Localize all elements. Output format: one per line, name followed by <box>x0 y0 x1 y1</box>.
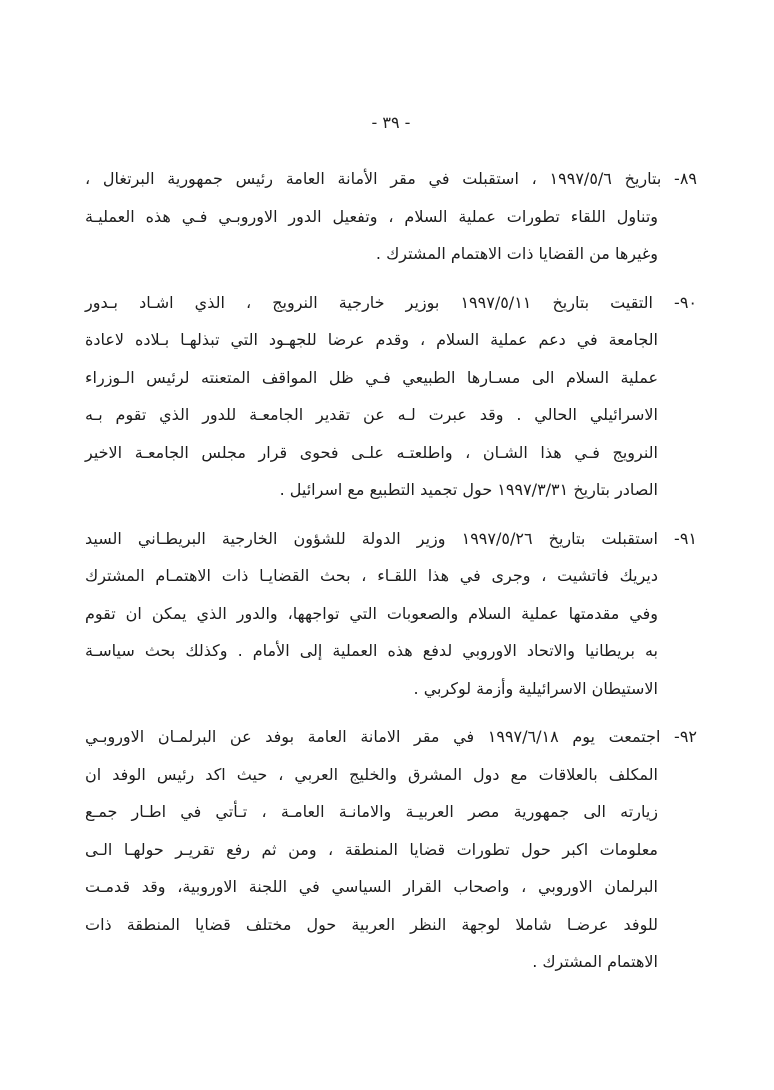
paragraph <box>85 284 697 509</box>
document-body <box>85 160 697 981</box>
text-line: ٨٩- بتاريخ ١٩٩٧/٥/٦ ، استقبلت في مقر الأمانة العامة رئيس جمهورية البرتغال ، <box>85 169 697 188</box>
text-line: وتناول اللقاء تطورات عملية السلام ، وتفعيل الدور الاوروبـي فـي هذه العمليـة <box>85 206 658 226</box>
paragraph <box>85 520 697 708</box>
text-line: معلومات اكبر حول تطورات قضايا المنطقة ، ومن ثم رفع تقريـر حولهـا الـى <box>85 839 658 859</box>
text-line: الاستيطان الاسرائيلية وأزمة لوكربي . <box>413 678 658 698</box>
text-line: البرلمان الاوروبي ، واصحاب القرار السياسي في اللجنة الاوروبية، وقد قدمـت <box>85 877 658 896</box>
text-line: زيارته الى جمهورية مصر العربيـة والامانـة العامـة ، تـأتي في اطـار جمـع <box>85 802 658 821</box>
text-line: ديريك فاتشيت ، وجرى في هذا اللقـاء ، بحث القضايـا ذات الاهتمـام المشترك <box>85 566 658 585</box>
text-line: عملية السلام الى مسـارها الطبيعي فـي ظل المواقف المتعنته لرئيس الـوزراء <box>85 367 658 387</box>
paragraph <box>85 718 697 981</box>
text-line: النرويج فـي هذا الشـان ، واطلعتـه علـى فحوى قرار مجلس الجامعـة الاخير <box>85 442 658 462</box>
text-line: وفي مقدمتها عملية السلام والصعوبات التي تواجهها، والدور الذي يمكن ان تقوم <box>85 603 658 623</box>
text-line: به بريطانيا والاتحاد الاوروبي لدفع هذه العملية إلى الأمام . وكذلك بحث سياسـة <box>85 641 658 660</box>
text-line: المكلف بالعلاقات مع دول المشرق والخليج العربي ، حيث اكد رئيس الوفد ان <box>85 764 658 784</box>
page-number: - ٣٩ - <box>371 113 411 132</box>
text-line: الصادر بتاريخ ١٩٩٧/٣/٣١ حول تجميد التطبيع مع اسرائيل . <box>279 480 658 499</box>
text-line: وغيرها من القضايا ذات الاهتمام المشترك . <box>375 244 658 263</box>
text-line: الاهتمام المشترك . <box>532 952 658 971</box>
text-line: الاسرائيلي الحالي . وقد عبرت لـه عن تقدير الجامعـة للدور الذي تقوم بـه <box>85 405 658 424</box>
text-line: ٩١- استقبلت بتاريخ ١٩٩٧/٥/٢٦ وزير الدولة للشؤون الخارجية البريطـاني السيد <box>85 528 698 548</box>
text-line: ٩٠- التقيت بتاريخ ١٩٩٧/٥/١١ بوزير خارجية النرويج ، الذي اشـاد بـدور <box>85 292 697 312</box>
text-line: الجامعة في دعم عملية السلام ، وقدم عرضا للجهـود التي تبذلهـا بـلاده لاعادة <box>85 330 658 349</box>
text-line: للوفد عرضـا شاملا لوجهة النظر العربية حول مختلف قضايا المنطقة ذات <box>85 914 658 934</box>
paragraph <box>85 160 697 273</box>
text-line: ٩٢- اجتمعت يوم ١٩٩٧/٦/١٨ في مقر الامانة العامة بوفد عن البرلمـان الاوروبـي <box>85 727 698 746</box>
